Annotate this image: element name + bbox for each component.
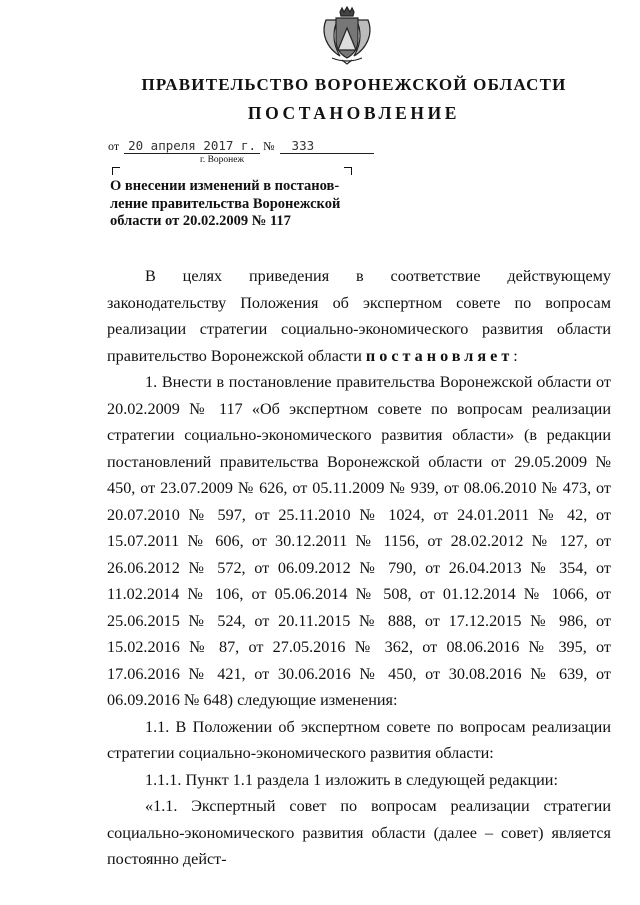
paragraph-item-1-1-1: 1.1.1. Пункт 1.1 раздела 1 изложить в следующей редакции: — [145, 770, 558, 789]
preamble-text: В целях приведения в соответствие действующему законодательству Положения об экспертном совете по вопросам реализации стратегии социально-экономического развития области правительство Воронежской области — [107, 267, 611, 365]
paragraph-item-1-1: 1.1. В Положении об экспертном совете по вопросам реализации стратегии социально-экономического развития области: — [107, 717, 611, 762]
number-prefix: № — [263, 139, 275, 153]
document-number: 333 — [280, 139, 374, 154]
preamble-colon: : — [513, 346, 518, 365]
paragraph-preamble — [107, 263, 611, 369]
document-body — [107, 263, 611, 873]
decree-verb: постановляет — [365, 346, 514, 365]
subject-corner-right — [344, 167, 352, 175]
requisites-row — [108, 139, 374, 154]
organization-title: ПРАВИТЕЛЬСТВО ВОРОНЕЖСКОЙ ОБЛАСТИ — [141, 75, 567, 94]
document-type-title: ПОСТАНОВЛЕНИЕ — [247, 103, 461, 123]
document-city: г. Воронеж — [200, 155, 245, 165]
coat-of-arms-emblem — [318, 6, 376, 66]
date-prefix: от — [108, 139, 120, 153]
paragraph-item-1: 1. Внести в постановление правительства Воронежской области от 20.02.2009 № 117 «Об экспертном совете по вопросам реализации стратегии социально-экономического развития области» (в редакции постановлений правительства Воронежской области от 29.05.2009 № 450, от 23.07.2009 № 626, от 05.11.2009 № 939, от 08.06.2010 № 473, от 20.07.2010 № 597, от 25.11.2010 № 1024, от 24.01.2011 № 42, от 15.07.2011 № 606, от 30.12.2011 № 1156, от 28.02.2012 № 127, от 26.06.2012 № 572, от 06.09.2012 № 790, от 26.04.2013 № 354, от 11.02.2014 № 106, от 05.06.2014 № 508, от 01.12.2014 № 1066, от 25.06.2015 № 524, от 20.11.2015 № 888, от 17.12.2015 № 986, от 15.02.2016 № 87, от 27.05.2016 № 362, от 08.06.2016 № 395, от 17.06.2016 № 421, от 30.06.2016 № 450, от 30.08.2016 № 639, от 06.09.2016 № 648) следующие изменения: — [107, 373, 611, 709]
document-date: 20 апреля 2017 г. — [124, 139, 260, 154]
subject-corner-left — [112, 167, 120, 175]
paragraph-quote: «1.1. Экспертный совет по вопросам реализации стратегии социально-экономического развития области (далее – совет) является постоянно дейст- — [107, 797, 611, 868]
document-subject: О внесении изменений в постанов-ление правительства Воронежской области от 20.02.2009 № 117 — [110, 178, 341, 230]
